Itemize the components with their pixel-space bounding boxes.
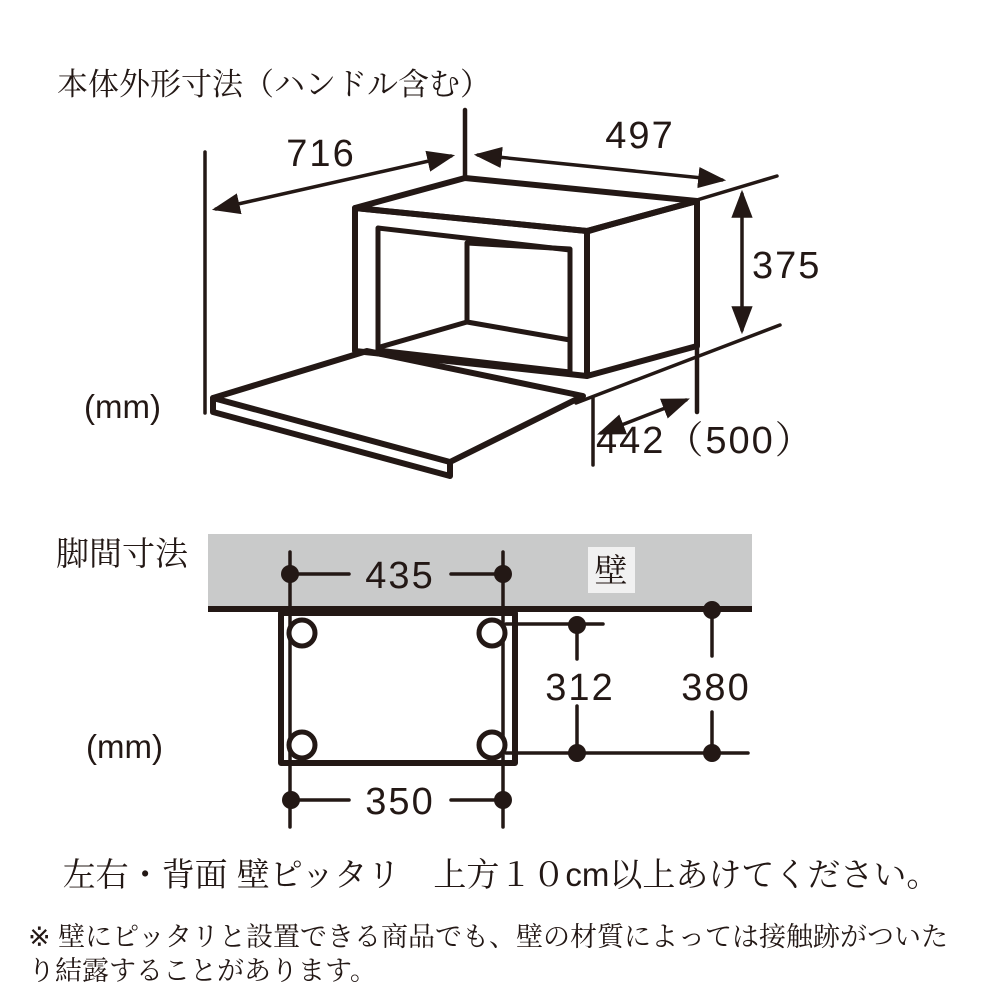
cavity-floor-right-line bbox=[467, 322, 570, 340]
placement-caption: 左右・背面 壁ピッタリ 上方１０cm以上あけてください。 bbox=[62, 856, 940, 893]
feet-dimensions-title: 脚間寸法 bbox=[56, 535, 188, 572]
cavity-ceiling-line bbox=[467, 243, 570, 249]
foot-front-left bbox=[289, 732, 315, 758]
dim-dot-380-bottom bbox=[703, 744, 721, 762]
outer-dimensions-title: 本体外形寸法（ハンドル含む） bbox=[57, 67, 491, 102]
dim-dot-380-top bbox=[703, 601, 721, 619]
dim-dot-312-bottom bbox=[568, 744, 586, 762]
extension-line-bottom-right-diagonal bbox=[576, 325, 780, 403]
dim-label-wall-to-front: 380 bbox=[681, 667, 751, 709]
foot-rear-right bbox=[479, 620, 505, 646]
dim-arrow-497 bbox=[478, 155, 722, 180]
dim-label-depth-top: 497 bbox=[605, 115, 675, 157]
note-line-2: り結露することがあります。 bbox=[28, 956, 377, 986]
cavity-floor-left-line bbox=[380, 322, 467, 347]
foot-rear-left bbox=[289, 620, 315, 646]
foot-front-right bbox=[479, 732, 505, 758]
feet-unit-label: (mm) bbox=[86, 728, 163, 765]
dim-label-rear-feet-spacing: 435 bbox=[365, 555, 435, 597]
dim-label-height: 375 bbox=[752, 245, 822, 287]
dim-label-front-feet-spacing: 350 bbox=[365, 781, 435, 823]
dim-label-width: 716 bbox=[286, 133, 356, 175]
note-line-1: ※ 壁にピッタリと設置できる商品でも、壁の材質によっては接触跡がついた bbox=[28, 922, 949, 952]
dim-label-depth-bottom: 442（500） bbox=[596, 420, 815, 462]
outer-unit-label: (mm) bbox=[84, 388, 161, 425]
feet-layout-drawing bbox=[208, 534, 752, 827]
extension-line-top-right-diagonal bbox=[590, 176, 777, 232]
wall-label: 壁 bbox=[594, 552, 628, 589]
dim-label-rear-to-front: 312 bbox=[545, 667, 615, 709]
